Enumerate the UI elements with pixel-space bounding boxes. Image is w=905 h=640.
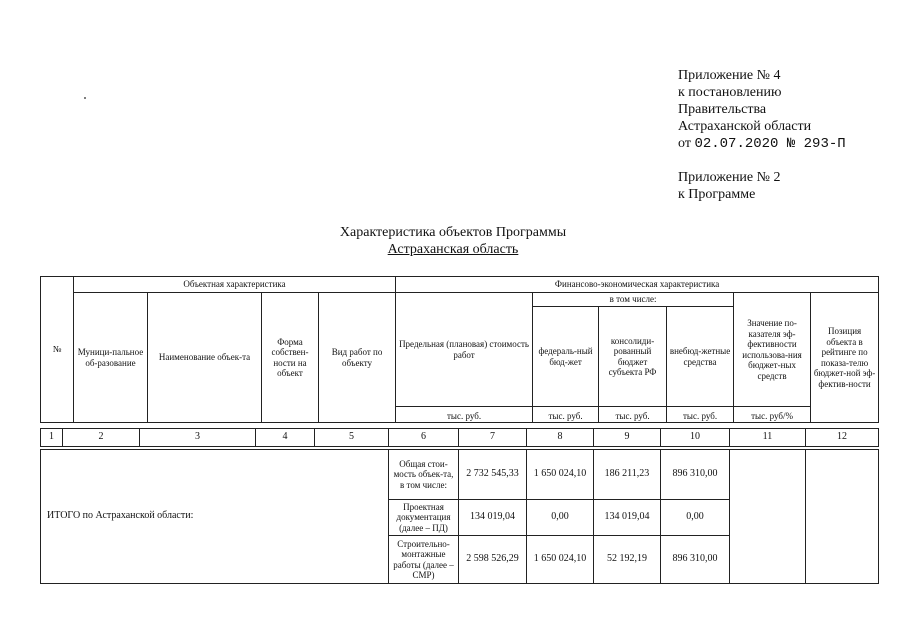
region-title: Астраханская область bbox=[387, 242, 519, 257]
column-number: 2 bbox=[63, 429, 140, 447]
column-number: 7 bbox=[459, 429, 527, 447]
row-label: Общая стои-мость объек-та, в том числе: bbox=[389, 450, 459, 500]
column-number: 8 bbox=[527, 429, 594, 447]
header-consolidated: консолиди-рованный бюджет субъекта РФ bbox=[599, 307, 667, 407]
header-including: в том числе: bbox=[533, 293, 734, 307]
appendix-line-6: Приложение № 2 bbox=[678, 170, 781, 185]
cell-total: 2 732 545,33 bbox=[459, 450, 527, 500]
cell-federal: 1 650 024,10 bbox=[527, 536, 594, 584]
cell-consolidated: 52 192,19 bbox=[594, 536, 661, 584]
appendix-block bbox=[678, 67, 893, 203]
appendix-date-stamp: 02.07.2020 № 293-П bbox=[694, 136, 846, 152]
cell-total: 134 019,04 bbox=[459, 500, 527, 536]
appendix-line-7: к Программе bbox=[678, 187, 756, 202]
header-object-group: Объектная характеристика bbox=[74, 277, 396, 293]
header-finance-group: Финансово-экономическая характеристика bbox=[396, 277, 879, 293]
column-number: 1 bbox=[41, 429, 63, 447]
column-number: 9 bbox=[594, 429, 661, 447]
column-number: 5 bbox=[315, 429, 389, 447]
cell-consolidated: 186 211,23 bbox=[594, 450, 661, 500]
cell-federal: 0,00 bbox=[527, 500, 594, 536]
cell-efficiency bbox=[730, 450, 806, 584]
column-number: 4 bbox=[256, 429, 315, 447]
header-table bbox=[40, 276, 879, 423]
unit-extrabudget: тыс. руб. bbox=[667, 407, 734, 423]
appendix-line-2: к постановлению bbox=[678, 85, 782, 100]
cell-extrabudget: 896 310,00 bbox=[661, 536, 730, 584]
scan-speck bbox=[84, 97, 86, 99]
column-number: 11 bbox=[730, 429, 806, 447]
row-label: Проектная документация (далее – ПД) bbox=[389, 500, 459, 536]
column-number: 12 bbox=[806, 429, 879, 447]
document-title-block bbox=[250, 224, 656, 258]
row-label: Строительно-монтажные работы (далее – СМР) bbox=[389, 536, 459, 584]
column-number: 3 bbox=[140, 429, 256, 447]
appendix-line-3: Правительства bbox=[678, 102, 767, 117]
cell-rating bbox=[806, 450, 879, 584]
header-municipality: Муници-пальное об-разование bbox=[74, 293, 148, 423]
header-extrabudget: внебюд-жетные средства bbox=[667, 307, 734, 407]
header-object-name: Наименование объек-та bbox=[148, 293, 262, 423]
unit-efficiency: тыс. руб/% bbox=[734, 407, 811, 423]
column-number-row bbox=[40, 428, 879, 447]
cell-extrabudget: 896 310,00 bbox=[661, 450, 730, 500]
total-label: ИТОГО по Астраханской области: bbox=[41, 450, 389, 584]
appendix-line-1: Приложение № 4 bbox=[678, 68, 781, 83]
unit-consolidated: тыс. руб. bbox=[599, 407, 667, 423]
header-no: № bbox=[41, 277, 74, 423]
unit-cost: тыс. руб. bbox=[396, 407, 533, 423]
header-work-type: Вид работ по объекту bbox=[319, 293, 396, 423]
header-ownership: Форма собствен-ности на объект bbox=[262, 293, 319, 423]
header-cost-limit: Предельная (плановая) стоимость работ bbox=[396, 293, 533, 407]
appendix-line-5 bbox=[678, 135, 893, 153]
header-efficiency: Значение по-казателя эф-фективности использова-ния бюджет-ных средств bbox=[734, 293, 811, 407]
column-number: 10 bbox=[661, 429, 730, 447]
unit-federal: тыс. руб. bbox=[533, 407, 599, 423]
column-number: 6 bbox=[389, 429, 459, 447]
totals-table bbox=[40, 449, 879, 584]
appendix-date-prefix: от bbox=[678, 136, 691, 151]
header-rating: Позиция объекта в рейтинге по показа-телю бюджет-ной эф-фектив-ности bbox=[811, 293, 879, 423]
cell-consolidated: 134 019,04 bbox=[594, 500, 661, 536]
header-federal: федераль-ный бюд-жет bbox=[533, 307, 599, 407]
table-row bbox=[41, 450, 879, 500]
cell-total: 2 598 526,29 bbox=[459, 536, 527, 584]
document-title: Характеристика объектов Программы bbox=[339, 225, 567, 240]
appendix-line-4: Астраханской области bbox=[678, 119, 812, 134]
cell-federal: 1 650 024,10 bbox=[527, 450, 594, 500]
cell-extrabudget: 0,00 bbox=[661, 500, 730, 536]
